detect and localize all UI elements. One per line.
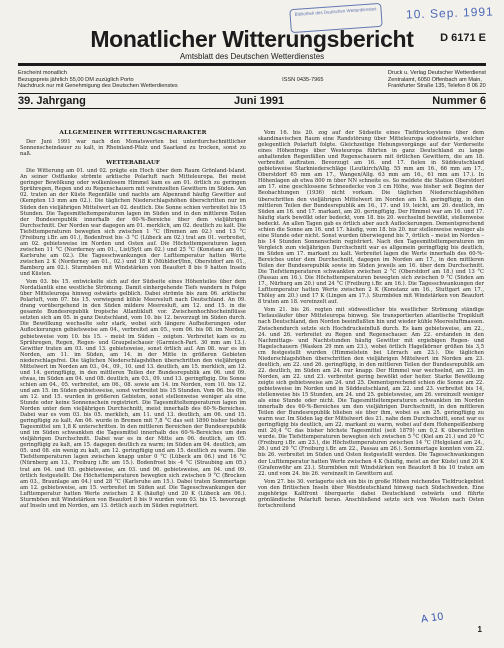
article-columns	[20, 130, 484, 620]
body-paragraph: Vom 03. bis 15. entwickelte sich auf der Südseite eines Höhenteiles über dem Nordatlantik eine westliche Strömung. Damit einhergehende Tiefs wandern in Folge über Mitteleuropa hinweg ostwärts gelblich. Dabei strömte bis zum 06. arktische Polarluft, vom 07. bis 15. vorwiegend kühle Meeresluft nach Deutschland. An 09. drang vorübergehend in den Süden mildere Meeresluft, am 12. und 15. in die gesamte Bundesrepublik tropische Atlantikluft vor. Zwischenhochhocheinflüsse setzten sich am 05. in ganz Deutschland, vom 10. bis 12. bevorzugt im Süden durch. Die Bewölkung wechselte sehr stark, wobei sich längere Aufheiterungen oder Auflockerungen gebietsweise am 04., verbreitet am 05., vom 06. bis 08. im Norden, gebietsweise vom 10. bis 15. – meist im Süden – zeigten. Verbreitet kam es zu Sprühregen, Regen, Regen- und Graupelschauer (Garmisch-Part. 30 mm am 13.). Gewitter traten am 03. und 13. gebietsweise, sonst örtlich auf. Am 08. war es im Norden, am 11. im Süden, am 14. in der Mitte in größeren Gebieten niederschlagsfrei. Die täglichen Niederschlagshöhen überschritten den vieljährigen Mittelwert im Norden am 03., 04., 09., 10. und 13. deutlich, am 15. merklich, am 12. und 14. geringfügig, in den mittleren Teilen der Bundesrepublik am 06. und 09. etwas, im Süden am 04. und 08. deutlich, am 03., 09. und 13. geringfügig. Die Sonne schien am 04., 05. verbreitet, am 06., 08. sowie am 14. im Norden, vom 10. bis 12. und am 15. im Süden gebietsweise, sonst verbreitet bis 15 Stunden. Vom 06. bis 09., am 12. und 15. wurden in größeren Gebieten, sonst stellenweise weniger als eine Stunde oder keine Sonnenschein registriert. Die Tagesmitteltemperaturen lagen im Norden unter dem vieljährigen Durchschnitt, meist innerhalb des 60-%-Bereiches. Dabei war es vom 03. bis 05. merklich, am 11. und 13. deutlich, am 06. und 15. geringfügig zu kalt. Am 06. wurde in Bremen mit 7,8 °C das seit 1890 bisher tiefste Tagesmittel um 1,8 K unterschritten. In den mittleren Bereichen der Bundesrepublik und im Süden schwankten die Tagesmittel innerhalb des 60-%-Bereiches um den vieljährigen Durchschnitt. Dabei war es in der Mitte am 06. deutlich, am 05. geringfügig zu kalt, am 15. dagegen deutlich zu warm; im Süden am 04. deutlich, am 05. und 08. ein wenig zu kalt, am 12. geringfügig und am 15. deutlich zu warm. Die Tiefsttemperaturen lagen zwischen knapp unter 0 °C (Lübeck am 06.) und 16 °C (Nürnberg am 13., Freiburg i.Br. am 15.). Bodenfrost bis -4 °C (Straubing am 05.) trat am 04. und 05. gebietsweise, am 03. und 06. gebietsweise, am 04. und 09. örtlich festgestellt. Die Höchsttemperaturen bewegten sich zwischen 9 °C (Brocken am 03., Braunlage am 04.) und 28 °C (Karlsruhe am 15.). Dabei traten Sommertage am 12. gebietsweise, am 15. verbreitet im Süden auf. Die Tagesschwankungen der Lufttemperatur hatten Werte zwischen 2 K (häufig) und 20 K (Lübeck am 06.). Sturmböen mit Windstärken von Beaufort 8 bis 9 wurden vom 03. bis 15. bevorzugt auf Inseln und im Norden, am 13. örtlich auch im Süden registriert.	[20, 279, 246, 509]
publication-code: D 6171 E	[440, 32, 486, 44]
masthead-rule	[18, 63, 486, 66]
body-paragraph: Vom 16. bis 20. zog auf der Südseite eines Tiefdrucksystems über dem skandinavischen Raum eine Randstörung über Mitteleuropa südostwärts, welcher gelegentlich Polarluft folgte. Gleichzeitige Hebungsvorgänge auf der Vorderseite eines Höhentrogs über Westeuropa führten in ganz Deutschland zu lange anhaltenden Regenfällen und Regenschauern mit örtlichen Gewittern, die am 18. verbreitet auftraten. Bevorzugt am 16. und 17. fielen in Süddeutschland gebietsweise Starkniederschläge (Leutkirch/Allg. 55 mm am 16., 66 mm am 17., Oberstdorf 65 mm am 17., Wangen/Allg. 63 mm am 16., 61 mm am 17.). In Höhenlagen ab etwa 800 m über NN schneite es. So meldete die Station Oberstdorf am 17. eine geschlossene Schneedecke von 3 cm Höhe, was bisher seit Beginn der Beobachtungen (1936) nicht vorkam. Die täglichen Niederschlagshöhen überschritten den vieljährigen Mittelwert im Norden am 18. geringfügig, in den mittleren Teilen der Bundesrepublik am 16., 17. und 19. leicht, am 20. deutlich, im Süden am 16. und 17. markant, am 20. geringfügig. Der Himmel war am 16. und 17. häufig stark bewölkt oder bedeckt, vom 18. bis 20. wechselnd bewölkt, stellenweise bedeckt. An allen Tagen gab es örtlich aber auch Auflockerungen. Dementsprechend schien die Sonne am 16. und 17. häufig, vom 18. bis 20. nur stellenweise weniger als eine Stunde oder nicht. Sonst wurden überwiegend bis 7, örtlich – meist im Norden – bis 14 Stunden Sonnenschein registriert. Nach den Tagesmitteltemperaturen im Vergleich zum vieljährigen Durchschnitt war es allgemein geringfügig bis deutlich, im Süden am 17. markant zu kalt. Verbreitet lagen die Werte innerhalb des 60-%-Bereiches unter dem Durchschnitt, dagegen im Norden am 17., in den mittleren Teilen der Bundesrepublik sowie im Süden jeweils am 16. über dem Durchschnitt. Die Tiefsttemperaturen schwankten zwischen 2 °C (Oberstdorf am 18.) und 13 °C (Passau am 16.). Die Höchsttemperaturen bewegten sich zwischen 9 °C (Süden am 17., Nürburg am 20.) und 24 °C (Freiburg i.Br. am 16.). Die Tagesschwankungen der Lufttemperatur hatten Werte zwischen 2 K (Konstanz am 16., Stuttgart am 17., Thöley am 20.) und 17 K (Lingen am 17.). Sturmböen mit Windstärken von Beaufort 8 traten am 18. vereinzelt auf.	[258, 130, 484, 306]
masthead	[18, 26, 486, 109]
left-column	[20, 130, 246, 620]
right-column	[258, 130, 484, 620]
publication-subtitle: Amtsblatt des Deutschen Wetterdienstes	[179, 52, 325, 61]
stamp-area	[270, 6, 496, 28]
pubinfo-left	[18, 70, 178, 90]
page-number: 1	[477, 625, 482, 634]
pubinfo-left-line: Bezugspreis jährlich 55,00 DM zuzüglich Porto	[18, 76, 134, 83]
issue-month: Juni 1991	[233, 94, 285, 107]
subsection-heading: WETTERABLAUF	[106, 160, 160, 167]
pubinfo-right-line: Druck u. Verlag Deutscher Wetterdienst	[387, 70, 486, 76]
body-paragraph: Vom 27. bis 30. verlagerte sich ein bis in große Höhen reichendes Tiefdruckgebiet von den Britischen Inseln über Westdeutschland hinweg nach Südschweden. Eine zugehörige Kaltfront überquerte dabei Deutschland ostwärts und führte grönländische Polarluft heran. Anschließend setzte sich von Westen nach Osten fortschreitend	[258, 478, 484, 509]
issue-year: 39. Jahrgang	[18, 94, 86, 107]
body-paragraph: Vom 21. bis 26. regten mit südwestlicher bis westlicher Strömung ständige Tiefausläufer über Mitteleuropa hinweg. Sie transportierten atlantische Tropikluft nach Deutschland, den Norden beeinflußten hin und wieder kühle Meeresluftmassen. Zwischendurch setzte sich Hochdruckeinfluß durch. Es kam gebietsweise, am 22., 24. und 26. verbreitet zu Regen und Regenschauer. Am 22. erstanden in den Nachmittags- und Nachtstunden häufig Gewitter mit ergiebigen Regen- und Hagelschauern (Wasken 29 mm am 23.), wobei örtlich Hagelkörner größen bis 3,5 cm festgestellt wurden (Himmelstein bei Lörrach am 23.). Die täglichen Niederschlagshöhen überschritten den vieljährigen Mittelwert im Norden am 23. deutlich, am 22. und 26. geringfügig, in den mittleren Teilen der Bundesrepublik am 22. deutlich, im Süden am 24. nur knapp. Der Himmel war wechselnd, am 23. im Norden, am 22. und 23. verbreitet gering bewölkt oder heiter. Starke Bewölkung zeigte sich gebietsweise am 24. und 25. Dementsprechend schien die Sonne am 22. gebietsweise im Norden und in Süddeutschland, am 22. und 23. verbreitet bis 14, stellenweise bis 15 Stunden, am 24. und 25. gebietsweise, am 26. vereinzelt weniger als eine Stunde oder nicht. Die Tagesmitteltemperaturen schwankten im Norden innerhalb des 60-%-Bereiches um den vieljährigen Durchschnitt, in den mittleren Teilen der Bundesrepublik blieben sie über ihm, wobei es am 25. geringfügig zu warm war. Im Süden lag der Mittelwert des 21. nahe dem Durchschnitt, sonst war es geringfügig bis deutlich, am 22. markant zu warm, wobei auf dem Hohenpeißenberg mit 20,4 °C das bisher höchste Tagesmittel (seit 1879) um 0,2 K überschritten wurde. Die Tiefsttemperaturen bewegten sich zwischen 5 °C (Kiel am 21.) und 20 °C (Freiburg i.Br. am 23.), die Höchsttemperaturen zwischen 14 °C (Helgoland am 24., 26.) und 29 °C (Freiburg i.Br. am 22., Passau am 26.). Sommertage konnten vom 22. bis 26. verbreitet im Süden und Osten festgestellt werden. Die Tagesschwankungen der Lufttemperatur hatten Werte zwischen 4 K (häufig, meist an der Küste) und 20 K (Grafenwöhr am 23.). Sturmböen mit Windstärken von Beaufort 8 bis 10 traten am 22. und vom 24. bis 26. vereinzelt in Gewittern auf.	[258, 307, 484, 477]
pubinfo-right-line: Frankfurter Straße 135, Telefon 8 06 20	[387, 83, 486, 90]
issn: ISSN 0435-7965	[282, 76, 324, 83]
pubinfo-right	[388, 70, 486, 90]
section-heading: ALLGEMEINER WITTERUNGSCHARAKTER	[59, 130, 207, 136]
handwritten-note: A 10	[420, 611, 445, 626]
issue-number: Nummer 6	[432, 94, 486, 107]
issue-bar	[18, 93, 486, 109]
pubinfo-right-line: Zentralamt, 6050 Offenbach am Main,	[387, 76, 482, 83]
pubinfo-left-line: Erscheint monatlich	[18, 70, 67, 76]
received-date-stamp: 10. Sep. 1991	[406, 4, 495, 22]
publication-info	[18, 70, 486, 90]
pubinfo-left-line: Nachdruck nur mit Genehmigung des Deutschen Wetterdienstes	[18, 83, 178, 90]
publication-title: Monatlicher Witterungsbericht	[90, 26, 414, 52]
library-stamp: Bibliothek des Deutschen Wetterdienstes	[289, 3, 382, 33]
intro-paragraph: Der Juni 1991 war nach den Monatswerten bei unterdurchschnittlicher Sonnenscheindauer zu kalt, in Rheinland-Pfalz und Saarland zu trocken, sonst zu naß.	[20, 139, 246, 158]
body-paragraph: Die Witterung am 01. und 02. prägte ein Hoch über dem Raum Grönland-Island. An seiner Ostflanke strömte arktische Polarluft nach Mitteleuropa. Bei meist geringer Bewölkung oder wolkenlosem Himmel kam es am 01. örtlich zu geringen Sprühregen, Regen und zu Regenschauern mit vereinzelten Gewittern im Süden. Am 02. traten an der Küste Regenfälle und nachts am Alpenrand häufig Gewitter auf (Kempten 13 mm am 02.). Die täglichen Niederschlagshöhen überschritten nur im Süden den vieljährigen Mittelwert an 02. deutlich. Die Sonne schien verbreitet bis 15 Stunden. Die Tagesmitteltemperaturen lagen im Süden und in den mittleren Teilen der Bundesrepublik innerhalb der 60-%-Bereiche über dem vieljährigen Durchschnitt. Der Norden war dagegen am 01. merklich, am 02. deutlich zu kalt. Die Tiefsttemperaturen bewegten sich zwischen 1 °C (Bremen am 02.) und 13 °C (Freiburg i.Br. am 01.), Bodenfrost bis -3 °C (Lübeck am 02.) trat am 01. verbreitet, am 02. gebietsweise im Norden und Osten auf. Die Höchsttemperaturen lagen zwischen 11 °C (Norderney am 01., List/Sylt am 02.) und 25 °C (Konstanz am 01., Karlsruhe am 02.). Die Tagesschwankungen der Lufttemperatur hatten Werte zwischen 2 K (Norderney am 01., 02.) und 18 K (Mühldorf/Inn, Oberstdorf am 01., Bamberg am 02.). Sturmböen mit Windstärken von Beaufort 8 bis 9 hatten Inseln und Küsten.	[20, 168, 246, 278]
